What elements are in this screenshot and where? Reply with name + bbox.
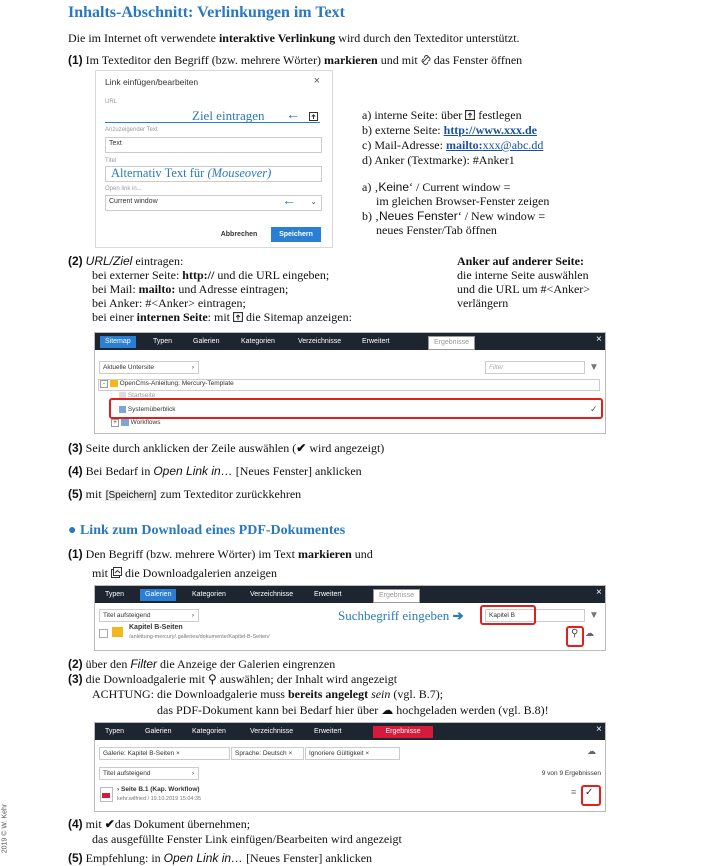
check-icon[interactable]: ✓ bbox=[585, 787, 594, 798]
result-item-title[interactable]: › Seite B.1 (Kap. Workflow) bbox=[117, 786, 200, 793]
pdf-step-1: (1) Den Begriff (bzw. mehrere Wörter) im Text markieren und bbox=[68, 547, 373, 561]
search-hint: Suchbegriff eingeben ➔ bbox=[338, 608, 464, 623]
anchor-heading: Anker auf anderer Seite: bbox=[457, 254, 584, 268]
title-label: Titel bbox=[105, 158, 117, 164]
step-2-line4: bei Anker: #<Anker> eintragen; bbox=[92, 296, 246, 310]
close-icon[interactable]: × bbox=[596, 724, 602, 735]
search-icon: ⚲ bbox=[207, 672, 217, 686]
item-checkbox[interactable] bbox=[99, 629, 108, 638]
step-1: (1) Im Texteditor den Begriff (bzw. mehrere Wörter) markieren und mit das Fenster öffnen bbox=[68, 53, 523, 67]
untersite-select[interactable]: Aktuelle Untersite › bbox=[99, 361, 199, 374]
step-5: (5) mit [Speichern] zum Texteditor zurückkehren bbox=[68, 487, 302, 501]
check-icon: ✔ bbox=[296, 441, 307, 455]
dialog-title: Link einfügen/bearbeiten bbox=[105, 77, 199, 87]
filter-chip-language[interactable]: Sprache: Deutsch × bbox=[231, 747, 304, 760]
tab-verzeichnisse[interactable]: Verzeichnisse bbox=[250, 728, 294, 735]
filter-chip-gallery[interactable]: Galerie: Kapitel B-Seiten × bbox=[99, 747, 230, 760]
step-2-line1: (2) URL/Ziel eintragen: bbox=[68, 254, 184, 268]
close-icon[interactable]: × bbox=[596, 587, 602, 598]
sort-select[interactable]: Titel aufsteigend › bbox=[99, 609, 199, 622]
filter-chip-validity[interactable]: Ignoriere Gültigkeit × bbox=[305, 747, 400, 760]
note-e1: a) ‚Keine‘ / Current window = bbox=[362, 180, 511, 194]
chevron-down-icon: ⌄ bbox=[310, 197, 317, 206]
anchor-text-2: und die URL um #<Anker> bbox=[457, 282, 591, 296]
note-d: d) Anker (Textmarke): #Anker1 bbox=[362, 153, 515, 167]
step-2-line3: bei Mail: mailto: und Adresse eintragen; bbox=[92, 282, 289, 296]
pdf-step-3: (3) die Downloadgalerie mit ⚲ auswählen; der Inhalt wird angezeigt bbox=[68, 672, 398, 686]
filter-input[interactable]: Filter bbox=[485, 361, 585, 374]
tab-typen[interactable]: Typen bbox=[105, 591, 125, 598]
search-input[interactable]: Kapitel B bbox=[485, 609, 585, 622]
results-panel bbox=[94, 722, 606, 812]
pdf-step-3b: ACHTUNG: die Downloadgalerie muss bereits angelegt sein (vgl. B.7); bbox=[92, 687, 444, 701]
result-item-meta: kehr.wilfried / 19.10.2019 15:04:35 bbox=[117, 796, 202, 802]
filter-icon: ▼ bbox=[589, 610, 599, 621]
pdf-icon bbox=[100, 787, 113, 802]
anchor-text-3: verlängern bbox=[457, 296, 509, 310]
upload-icon[interactable]: ☁ bbox=[587, 746, 596, 756]
tab-erweitert[interactable]: Erweitert bbox=[314, 591, 342, 598]
step-4: (4) Bei Bedarf in Open Link in… [Neues Fenster] anklicken bbox=[68, 464, 362, 478]
close-icon[interactable]: × bbox=[596, 334, 602, 345]
arrow-left-icon: ← bbox=[282, 192, 296, 208]
tab-typen[interactable]: Typen bbox=[153, 338, 173, 345]
check-icon: ✔ bbox=[104, 817, 115, 831]
step-2-line2: bei externer Seite: http:// und die URL eingeben; bbox=[92, 268, 330, 282]
pdf-step-4b: das ausgefüllte Fenster Link einfügen/Bearbeiten wird angezeigt bbox=[92, 832, 402, 846]
folder-icon bbox=[112, 627, 123, 637]
selection-highlight bbox=[109, 398, 603, 419]
tab-verzeichnisse[interactable]: Verzeichnisse bbox=[298, 338, 342, 345]
check-icon: ✓ bbox=[590, 404, 598, 414]
intro-text: Die im Internet oft verwendete interaktive Verlinkung wird durch den Texteditor unterstützt. bbox=[68, 31, 520, 45]
result-count: 9 von 9 Ergebnissen bbox=[541, 770, 601, 777]
tab-ergebnisse[interactable]: Ergebnisse bbox=[373, 589, 420, 603]
anchor-text-1: die interne Seite auswählen bbox=[457, 268, 589, 282]
select-highlight bbox=[566, 626, 584, 647]
url-hint: Ziel eintragen bbox=[192, 108, 265, 123]
upload-icon[interactable]: ☁ bbox=[585, 628, 594, 638]
gallery-item-title[interactable]: Kapitel B-Seiten bbox=[129, 624, 183, 631]
pdf-section-title: ● Link zum Download eines PDF-Dokumentes bbox=[68, 523, 346, 538]
tab-erweitert[interactable]: Erweitert bbox=[362, 338, 390, 345]
pdf-step-1b: mit die Downloadgalerien anzeigen bbox=[92, 566, 277, 580]
filter-icon: ▼ bbox=[589, 362, 599, 373]
tab-ergebnisse[interactable]: Ergebnisse bbox=[428, 336, 475, 350]
cancel-button[interactable]: Abbrechen bbox=[220, 231, 258, 238]
tab-ergebnisse[interactable]: Ergebnisse bbox=[373, 726, 433, 738]
title-input[interactable]: Alternativ Text für (Mouseover) bbox=[105, 166, 322, 182]
tab-galerien[interactable]: Galerien bbox=[145, 728, 172, 735]
link-dialog bbox=[95, 70, 333, 248]
tab-sitemap[interactable]: Sitemap bbox=[100, 336, 136, 348]
note-b: b) externe Seite: http://www.xxx.de bbox=[362, 123, 537, 137]
tab-galerien[interactable]: Galerien bbox=[140, 589, 176, 601]
bullet-icon: ● bbox=[68, 523, 77, 538]
tree-row-startseite[interactable]: Startseite bbox=[119, 392, 155, 399]
page-title: Inhalts-Abschnitt: Verlinkungen im Text bbox=[68, 4, 345, 21]
tab-kategorien[interactable]: Kategorien bbox=[192, 591, 226, 598]
step-3: (3) Seite durch anklicken der Zeile auswählen (✔ wird angezeigt) bbox=[68, 441, 385, 455]
url-label: URL bbox=[105, 99, 118, 105]
search-icon[interactable]: ⚲ bbox=[571, 628, 579, 639]
tab-erweitert[interactable]: Erweitert bbox=[314, 728, 342, 735]
sitemap-panel bbox=[94, 332, 606, 434]
note-a: a) interne Seite: über festlegen bbox=[362, 108, 522, 122]
dialog-close-button[interactable]: × bbox=[313, 75, 320, 87]
copyright: 2019 © W. Kehr bbox=[1, 803, 9, 854]
link-icon bbox=[421, 54, 431, 69]
pdf-step-4: (4) mit ✔das Dokument übernehmen; bbox=[68, 817, 251, 831]
search-highlight bbox=[480, 605, 536, 625]
open-label: Open link in... bbox=[105, 186, 142, 192]
note-e2: im gleichen Browser-Fenster zeigen bbox=[376, 194, 550, 208]
confirm-highlight bbox=[581, 785, 601, 806]
tree-row-workflows[interactable]: + Workflows bbox=[111, 419, 160, 427]
text-label: Anzuzeigender Text bbox=[105, 127, 158, 133]
step-2-line5: bei einer internen Seite: mit die Sitemap anzeigen: bbox=[92, 310, 352, 324]
folder-icon bbox=[121, 419, 129, 426]
note-f1: b) ‚Neues Fenster‘ / New window = bbox=[362, 209, 546, 223]
upload-icon: ☁ bbox=[381, 703, 394, 717]
pdf-step-5: (5) Empfehlung: in Open Link in… [Neues Fenster] anklicken bbox=[68, 851, 373, 865]
sitemap-icon bbox=[465, 109, 475, 124]
gallery-icon bbox=[111, 567, 122, 582]
note-c: c) Mail-Adresse: mailto:xxx@abc.dd bbox=[362, 138, 544, 152]
open-in-select[interactable]: Current window ← ⌄ bbox=[105, 195, 322, 211]
arrow-left-icon: ← bbox=[286, 106, 300, 122]
sitemap-icon bbox=[233, 311, 243, 326]
gallery-panel bbox=[94, 585, 606, 651]
note-f2: neues Fenster/Tab öffnen bbox=[376, 223, 497, 237]
gallery-item-path: /anleitung-mercury/.galleries/dokumente/Kapitel-B-Seiten/ bbox=[129, 634, 270, 640]
tree-row-root[interactable]: - OpenCms-Anleitung: Mercury-Template bbox=[100, 380, 234, 388]
pdf-step-2: (2) über den Filter die Anzeige der Galerien eingrenzen bbox=[68, 657, 336, 671]
tab-verzeichnisse[interactable]: Verzeichnisse bbox=[250, 591, 294, 598]
sort-select[interactable]: Titel aufsteigend › bbox=[99, 767, 199, 780]
tab-galerien[interactable]: Galerien bbox=[193, 338, 220, 345]
menu-icon[interactable]: ≡ bbox=[571, 787, 577, 797]
text-input[interactable]: Text bbox=[105, 137, 322, 153]
pdf-step-3c: das PDF-Dokument kann bei Bedarf hier über ☁ hochgeladen werden (vgl. B.8)! bbox=[157, 703, 549, 717]
tab-typen[interactable]: Typen bbox=[105, 728, 125, 735]
save-button[interactable]: Speichern bbox=[271, 227, 321, 242]
tab-kategorien[interactable]: Kategorien bbox=[192, 728, 226, 735]
tree-row-systemueberblick[interactable]: Systemüberblick bbox=[119, 406, 176, 413]
tab-kategorien[interactable]: Kategorien bbox=[241, 338, 275, 345]
